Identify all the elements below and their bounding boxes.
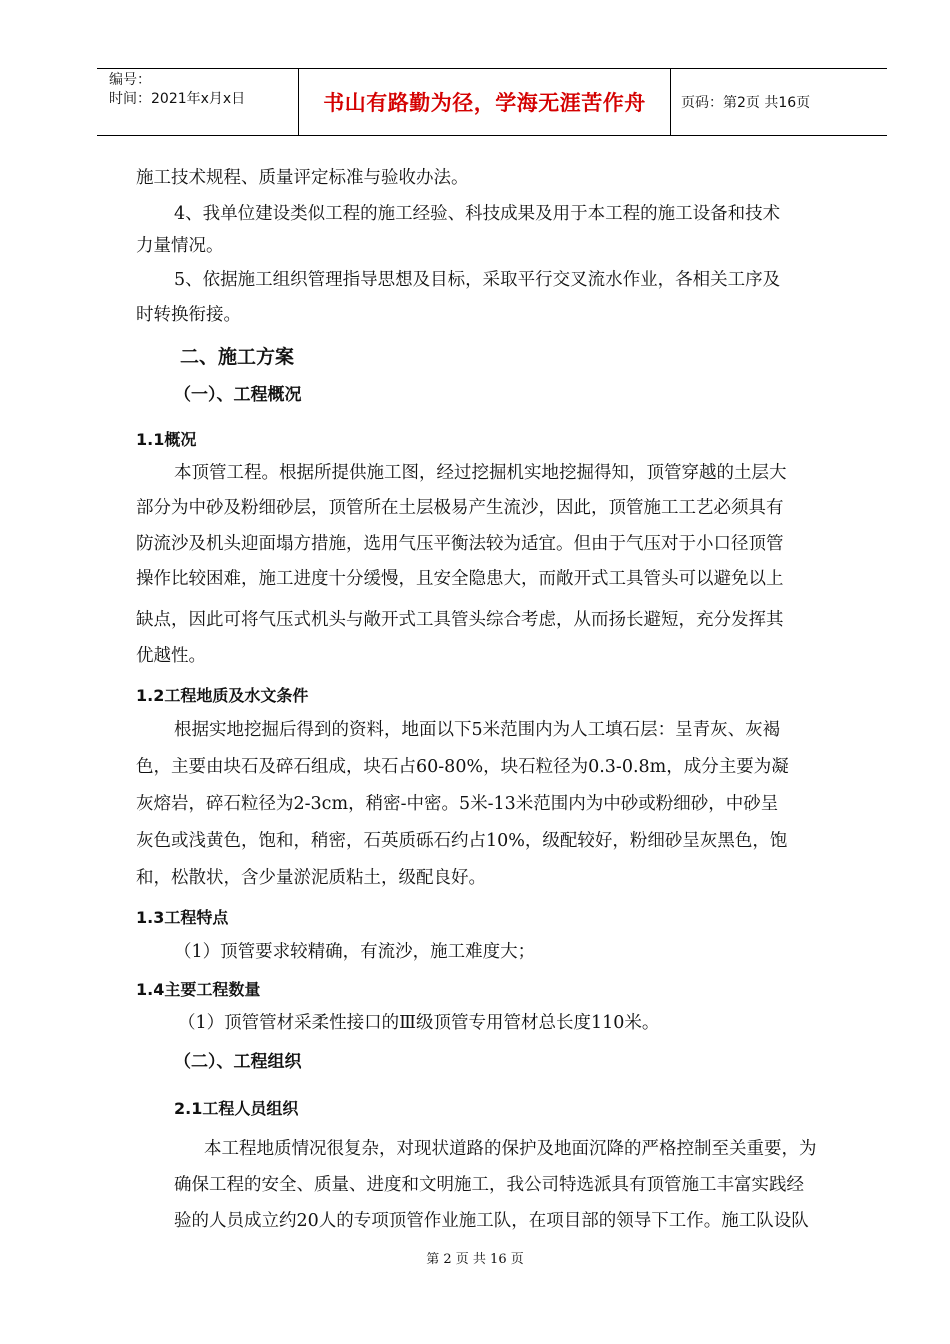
document-date: 时间：2021年x月x日 xyxy=(109,91,246,107)
paragraph-line: 根据实地挖掘后得到的资料，地面以下5米范围内为人工填石层：呈青灰、灰褐 xyxy=(174,720,781,740)
paragraph-line: 灰色或浅黄色，饱和，稍密，石英质砾石约占10%，级配较好，粉细砂呈灰黑色，饱 xyxy=(136,831,788,851)
paragraph-line: 本顶管工程。根据所提供施工图，经过挖掘机实地挖掘得知，顶管穿越的土层大 xyxy=(174,463,787,483)
header-page-info: 页码：第2页 共16页 xyxy=(681,95,811,111)
paragraph-line: 灰熔岩，碎石粒径为2-3cm，稍密-中密。5米-13米范围内为中砂或粉细砂，中砂呈 xyxy=(136,794,779,814)
clause-heading: 1.4主要工程数量 xyxy=(136,980,261,999)
paragraph-line: 5、依据施工组织管理指导思想及目标，采取平行交叉流水作业，各相关工序及 xyxy=(174,270,781,290)
paragraph-line: 验的人员成立约20人的专项顶管作业施工队，在项目部的领导下工作。施工队设队 xyxy=(174,1211,809,1231)
paragraph-line: 和，松散状，含少量淤泥质粘土，级配良好。 xyxy=(136,868,486,888)
clause-heading: 1.1概况 xyxy=(136,430,197,449)
section-heading: 二、施工方案 xyxy=(180,346,295,368)
paragraph-line: 优越性。 xyxy=(136,646,206,666)
clause-heading: 2.1工程人员组织 xyxy=(174,1099,299,1118)
paragraph-line: 防流沙及机头迎面塌方措施，选用气压平衡法较为适宜。但由于气压对于小口径顶管 xyxy=(136,534,784,554)
header-motto: 书山有路勤为径，学海无涯苦作舟 xyxy=(299,69,671,135)
paragraph-line: 色，主要由块石及碎石组成，块石占60-80%，块石粒径为0.3-0.8m，成分主要为凝 xyxy=(136,757,789,777)
paragraph-line: 4、我单位建设类似工程的施工经验、科技成果及用于本工程的施工设备和技术 xyxy=(174,204,781,224)
paragraph-line: （1）顶管要求较精确，有流沙，施工难度大； xyxy=(174,942,536,962)
page-header xyxy=(97,68,887,136)
paragraph-line: 操作比较困难，施工进度十分缓慢，且安全隐患大，而敞开式工具管头可以避免以上 xyxy=(136,569,784,589)
paragraph-line: 部分为中砂及粉细砂层，顶管所在土层极易产生流沙，因此，顶管施工工艺必须具有 xyxy=(136,498,784,518)
paragraph-line: （1）顶管管材采柔性接口的Ⅲ级顶管专用管材总长度110米。 xyxy=(178,1013,660,1033)
subsection-heading: （二）、工程组织 xyxy=(174,1052,302,1072)
page-footer: 第 2 页 共 16 页 xyxy=(426,1252,524,1267)
paragraph-line: 施工技术规程、质量评定标准与验收办法。 xyxy=(136,168,469,188)
paragraph-line: 时转换衔接。 xyxy=(136,305,241,325)
subsection-heading: （一）、工程概况 xyxy=(174,385,302,405)
paragraph-line: 力量情况。 xyxy=(136,236,224,256)
paragraph-line: 本工程地质情况很复杂，对现状道路的保护及地面沉降的严格控制至关重要，为 xyxy=(204,1139,817,1159)
clause-heading: 1.3工程特点 xyxy=(136,908,229,927)
paragraph-line: 确保工程的安全、质量、进度和文明施工，我公司特选派具有顶管施工丰富实践经 xyxy=(174,1175,804,1195)
document-number-label: 编号： xyxy=(109,72,151,88)
header-meta xyxy=(97,69,299,135)
paragraph-line: 缺点，因此可将气压式机头与敞开式工具管头综合考虑，从而扬长避短，充分发挥其 xyxy=(136,610,784,630)
clause-heading: 1.2工程地质及水文条件 xyxy=(136,686,309,705)
